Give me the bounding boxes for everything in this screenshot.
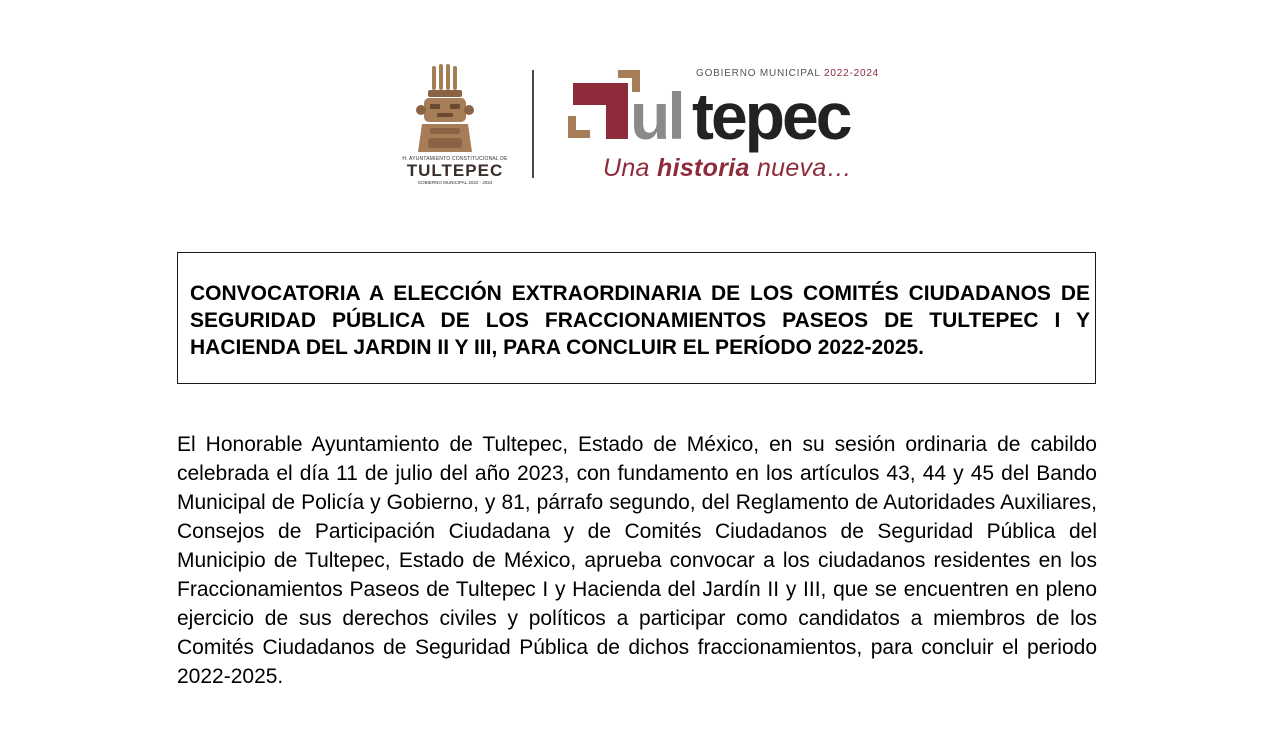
gov-label-years: 2022-2024	[824, 68, 880, 79]
tultepec-brand-logo	[568, 60, 888, 190]
gov-label-text: GOBIERNO MUNICIPAL	[696, 68, 821, 79]
brand-wordmark-icon	[568, 70, 888, 156]
tagline-pre: Una	[603, 154, 658, 182]
seal-emblem-icon	[390, 62, 500, 158]
brand-tepec: tepec	[692, 79, 850, 153]
document-paragraph: El Honorable Ayuntamiento de Tultepec, Estado de México, en su sesión ordinaria de cabildo celebrada el día 11 de julio del año 2023, con fundamento en los artículos 43, 44 y 45 del Bando Municipal de Policía y Gobierno, y 81, párrafo segundo, del Reglamento de Autoridades Auxiliares, Consejos de Participación Ciudadana y de Comités Ciudadanos de Seguridad Pública del Municipio de Tultepec, Estado de México, aprueba convocar a los ciudadanos residentes en los Fraccionamientos Paseos de Tultepec I y Hacienda del Jardín II y III, que se encuentren en pleno ejercicio de sus derechos civiles y políticos a participar como candidatos a miembros de los Comités Ciudadanos de Seguridad Pública de dichos fraccionamientos, para concluir el periodo 2022-2025.	[177, 433, 1097, 688]
brand-ul: ul	[630, 79, 683, 153]
municipal-seal-logo	[390, 62, 508, 186]
seal-line-1: H. AYUNTAMIENTO CONSTITUCIONAL DE	[402, 156, 508, 162]
seal-line-3: GOBIERNO MUNICIPAL 2022 - 2024	[417, 180, 493, 185]
seal-caption	[390, 156, 520, 185]
title-box	[177, 252, 1096, 384]
tagline-strong: historia	[657, 154, 750, 182]
seal-line-2: TULTEPEC	[406, 161, 504, 180]
logo-divider	[532, 70, 534, 178]
brand-tagline	[603, 154, 852, 183]
tagline-post: nueva…	[749, 154, 852, 182]
document-title: CONVOCATORIA A ELECCIÓN EXTRAORDINARIA DE LOS COMITÉS CIUDADANOS DE SEGURIDAD PÚBLICA DE LOS FRACCIONAMIENTOS PASEOS DE TULTEPEC I Y HACIENDA DEL JARDIN II Y III, PARA CONCLUIR EL PERÍODO 2022-2025.	[190, 282, 1090, 359]
header-logos	[380, 60, 900, 190]
